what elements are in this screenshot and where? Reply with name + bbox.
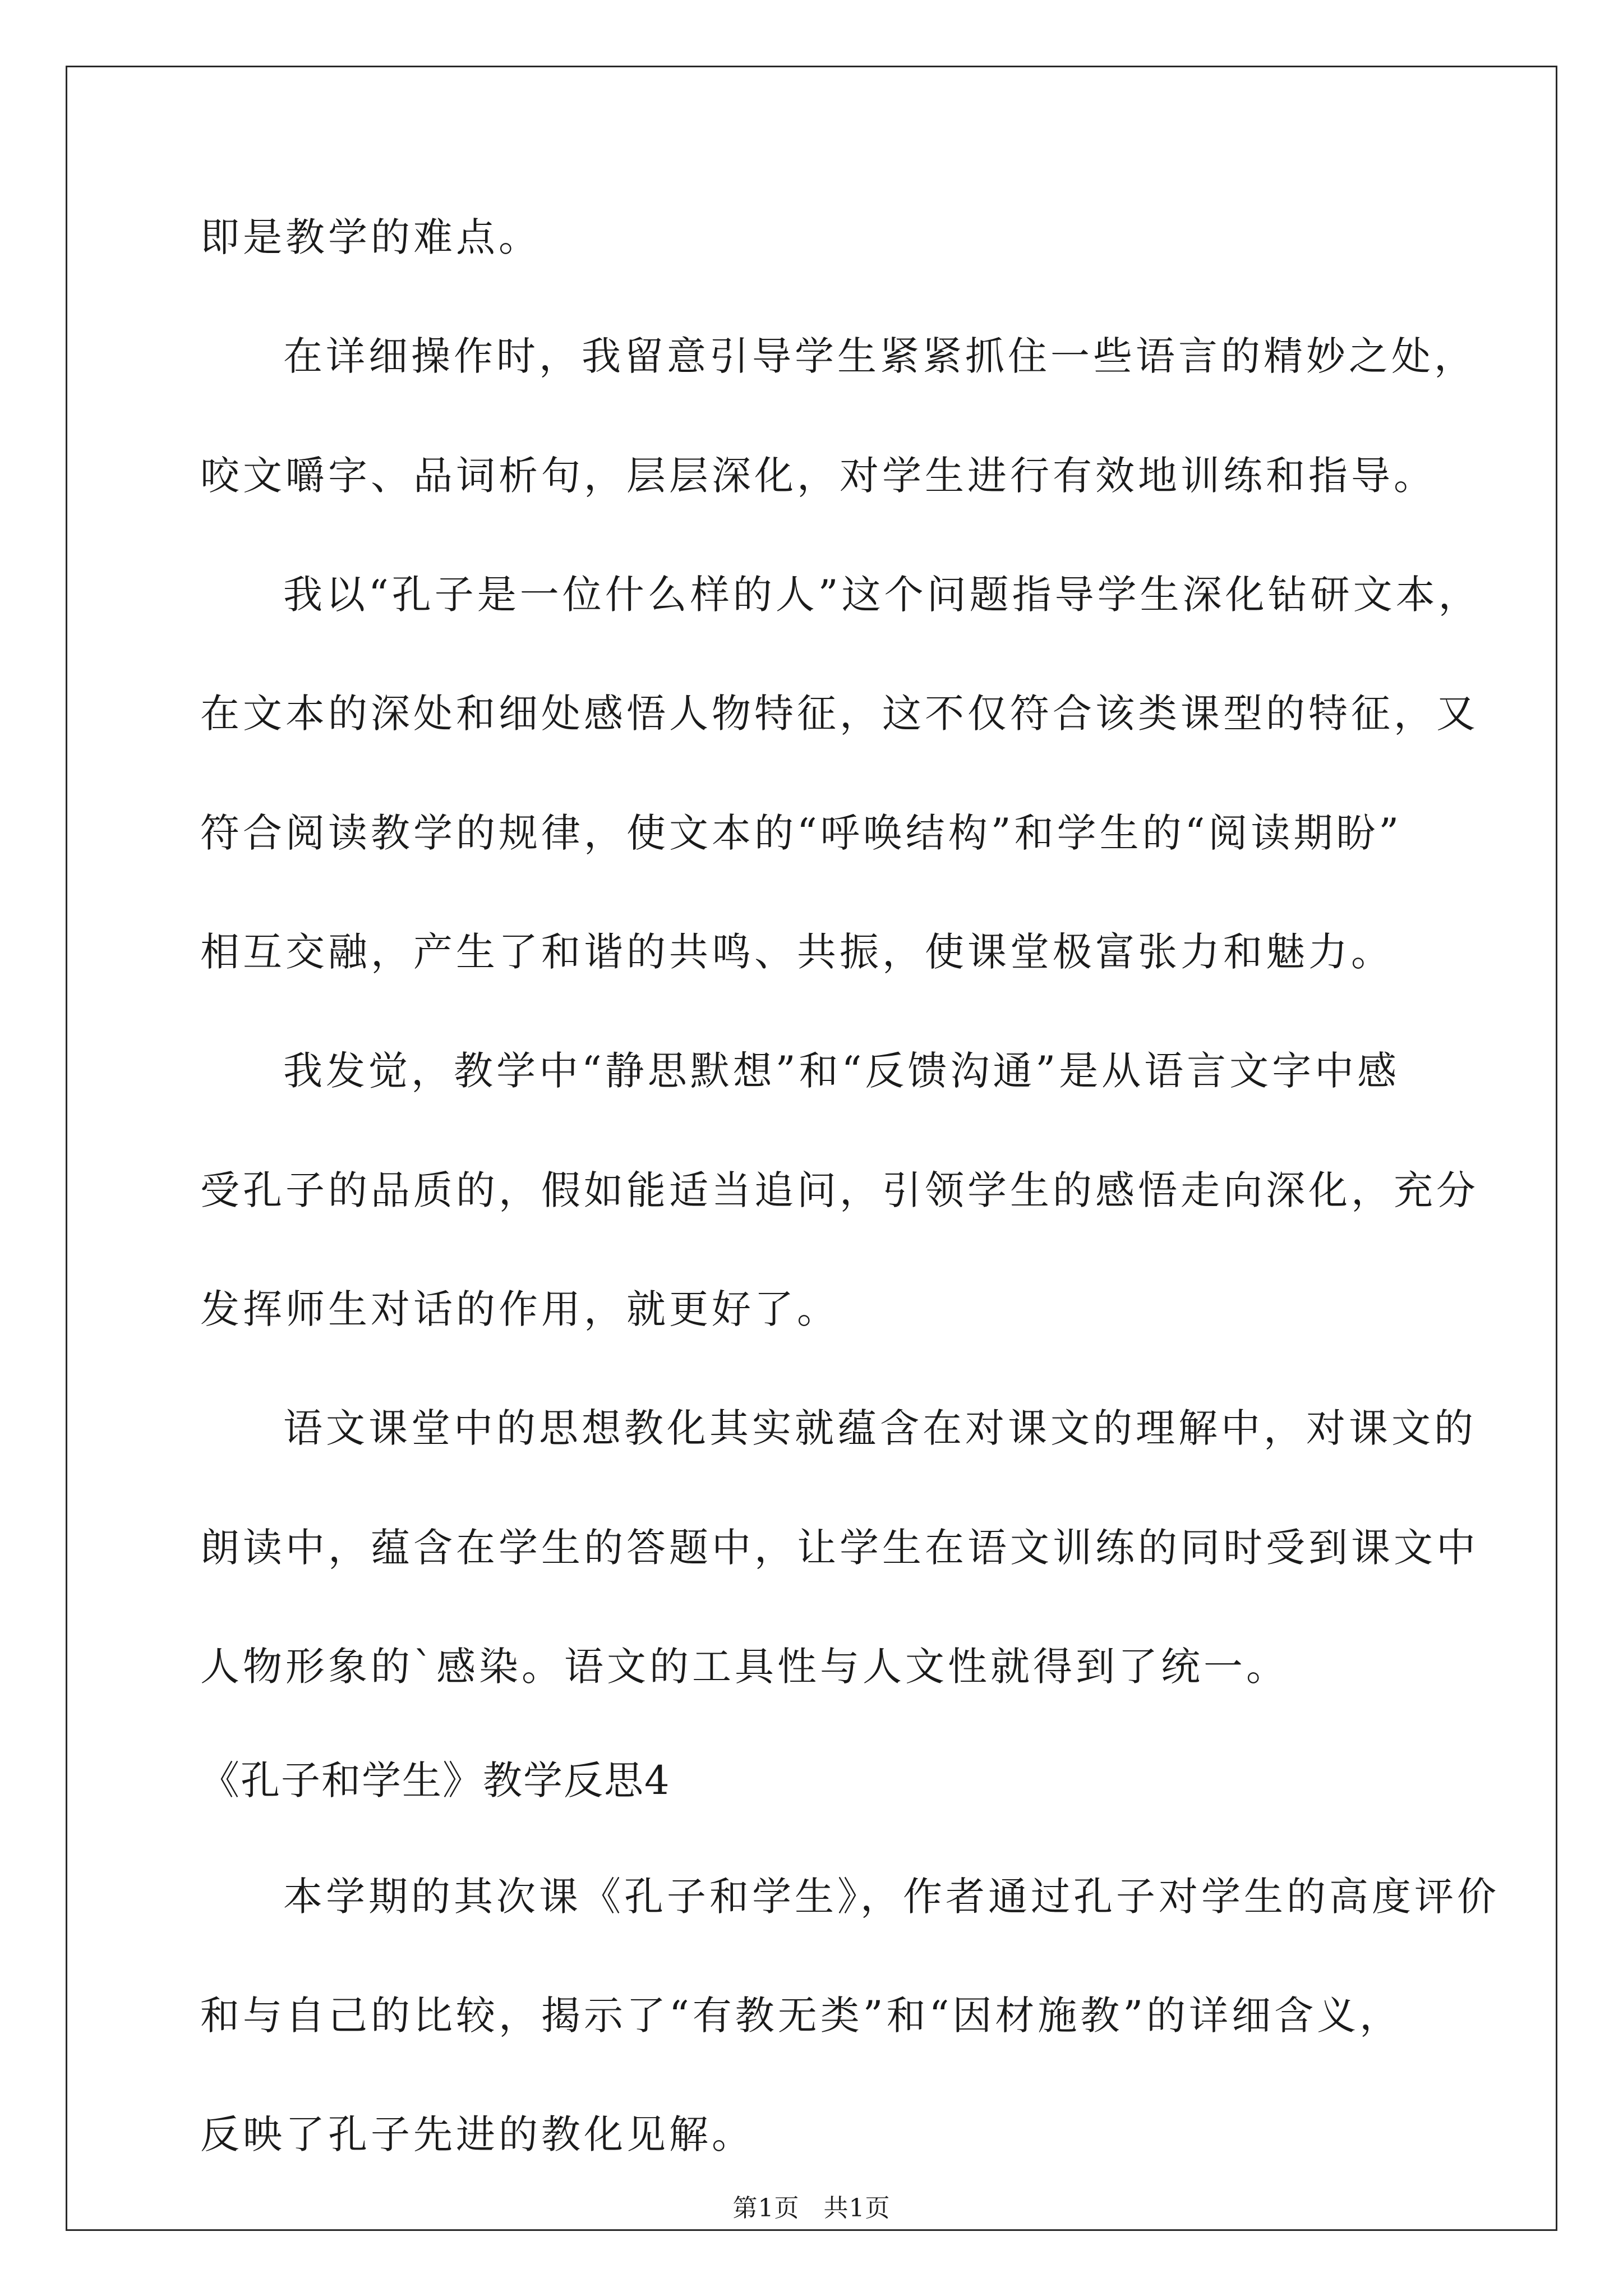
text-line: 相互交融，产生了和谐的共鸣、共振，使课堂极富张力和魅力。 <box>200 929 1394 975</box>
page-footer <box>0 2188 1623 2224</box>
text-line: 朗读中，蕴含在学生的答题中，让学生在语文训练的同时受到课文中 <box>200 1525 1479 1571</box>
text-line: 语文课堂中的思想教化其实就蕴含在对课文的理解中，对课文的 <box>283 1405 1477 1451</box>
section-heading: 《孔子和学生》教学反思4 <box>200 1757 671 1803</box>
text-line: 符合阅读教学的规律，使文本的“呼唤结构”和学生的“阅读期盼” <box>200 810 1403 856</box>
text-line: 在详细操作时，我留意引导学生紧紧抓住一些语言的精妙之处， <box>283 333 1477 379</box>
text-line: 我发觉，教学中“静思默想”和“反馈沟通”是从语言文字中感 <box>283 1048 1400 1094</box>
page-total: 共1页 <box>823 2194 891 2223</box>
text-line: 本学期的其次课《孔子和学生》，作者通过孔子对学生的高度评价 <box>283 1874 1500 1920</box>
text-line: 在文本的深处和细处感悟人物特征，这不仅符合该类课型的特征，又 <box>200 691 1479 737</box>
text-line: 受孔子的品质的，假如能适当追问，引领学生的感悟走向深化，充分 <box>200 1167 1479 1213</box>
text-line: 发挥师生对话的作用，就更好了。 <box>200 1286 840 1332</box>
text-line: 我以“孔子是一位什么样的人”这个问题指导学生深化钻研文本， <box>283 572 1481 618</box>
text-line: 和与自己的比较，揭示了“有教无类”和“因材施教”的详细含义， <box>200 1993 1403 2039</box>
text-line: 即是教学的难点。 <box>200 214 541 260</box>
text-line: 人物形象的`感染。语文的工具性与人文性就得到了统一。 <box>200 1644 1289 1690</box>
text-line: 咬文嚼字、品词析句，层层深化，对学生进行有效地训练和指导。 <box>200 453 1436 499</box>
page-number: 第1页 <box>732 2194 800 2223</box>
text-line: 反映了孔子先进的教化见解。 <box>200 2111 754 2157</box>
